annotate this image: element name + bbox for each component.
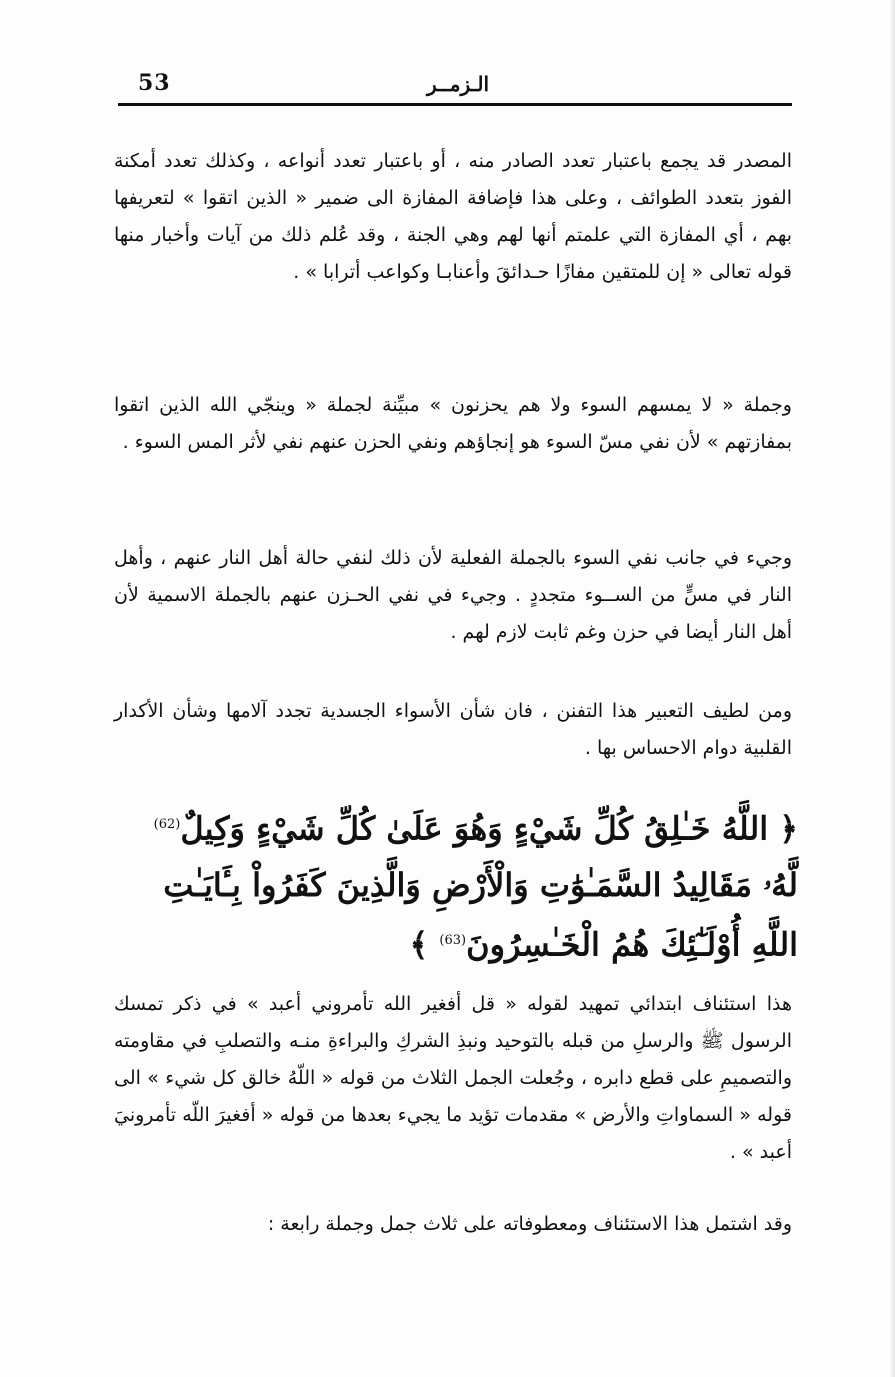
verse-text-62: اللَّهُ خَـٰلِقُ كُلِّ شَيْءٍ وَهُوَ عَلَىٰ كُلِّ شَيْءٍ وَكِيلٌ <box>180 809 769 848</box>
scan-edge-shadow <box>889 0 895 1377</box>
page-number: 53 <box>138 70 171 96</box>
page-header <box>118 62 792 106</box>
paragraph-4: ومن لطيف التعبير هذا التفنن ، فان شأن الأسواء الجسدية تجدد آلامها وشأن الأكدار القلبية دوام الاحساس بها . <box>114 700 792 759</box>
verse-open-bracket: ﴿ <box>779 809 798 848</box>
verse-close-bracket: ﴾ <box>409 925 429 964</box>
paragraph-6: وقد اشتمل هذا الاستئناف ومعطوفاته على ثلاث جمل وجملة رابعة : <box>267 1213 792 1235</box>
verse-text-63: لَّهُۥ مَقَالِيدُ السَّمَـٰوَٰتِ وَالْأَرْضِ وَالَّذِينَ كَفَرُواْ بِـَٔايَـٰتِ اللَّهِ أُوْلَـٰٓئِكَ هُمُ الْخَـٰسِرُونَ <box>163 865 798 964</box>
header-divider <box>118 103 792 106</box>
paragraph-5: هذا استئناف ابتدائي تمهيد لقوله « قل أفغير الله تأمروني أعبد » في ذكر تمسك الرسول ﷺ والرسلِ من قبله بالتوحيد ونبذِ الشركِ والبراءةِ منـه والتصلبِ في مقاومته والتصميمِ على قطع دابره ، وجُعلت الجمل الثلاث من قوله « اللّهُ خالق كل شيء » الى قوله « السماواتِ والأرض » مقدمات تؤيد ما يجيء بعدها من قوله « أفغيرَ اللّه تأمرونيَ أعبد » . <box>114 993 792 1163</box>
verse-number-62: (62) <box>153 817 181 832</box>
verse-number-63: (63) <box>439 932 467 948</box>
paragraph-3: وجيء في جانب نفي السوء بالجملة الفعلية لأن ذلك لنفي حالة أهل النار عنهم ، وأهل النار في مسٍّ من الســوء متجددٍ . وجيء في نفي الحـزن عنهم بالجملة الاسمية لأن أهل النار أيضا في حزن وغم ثابت لازم لهم . <box>114 547 792 643</box>
paragraph-2: وجملة « لا يمسهم السوء ولا هم يحزنون » مبيِّنة لجملة « وينجّي الله الذين اتقوا بمفازتهم » لأن نفي مسّ السوء هو إنجاؤهم ونفي الحزن عنهم نفي لأثر المس السوء . <box>114 394 792 453</box>
paragraph-1: المصدر قد يجمع باعتبار تعدد الصادر منه ، أو باعتبار تعدد أنواعه ، وكذلك تعدد أمكنة الفوز بتعدد الطوائف ، وعلى هذا فإضافة المفازة الى ضمير « الذين اتقوا » لتعريفها بهم ، أي المفازة التي علمتم أنها لهم وهي الجنة ، وقد عُلم ذلك من آيات وأخبار منها قوله تعالى « إن للمتقين مفازًا حـدائقَ وأعنابـا وكواعب أترابا » . <box>114 150 792 283</box>
running-head-title: الـزمــر <box>426 72 489 96</box>
quran-verse <box>110 797 798 972</box>
